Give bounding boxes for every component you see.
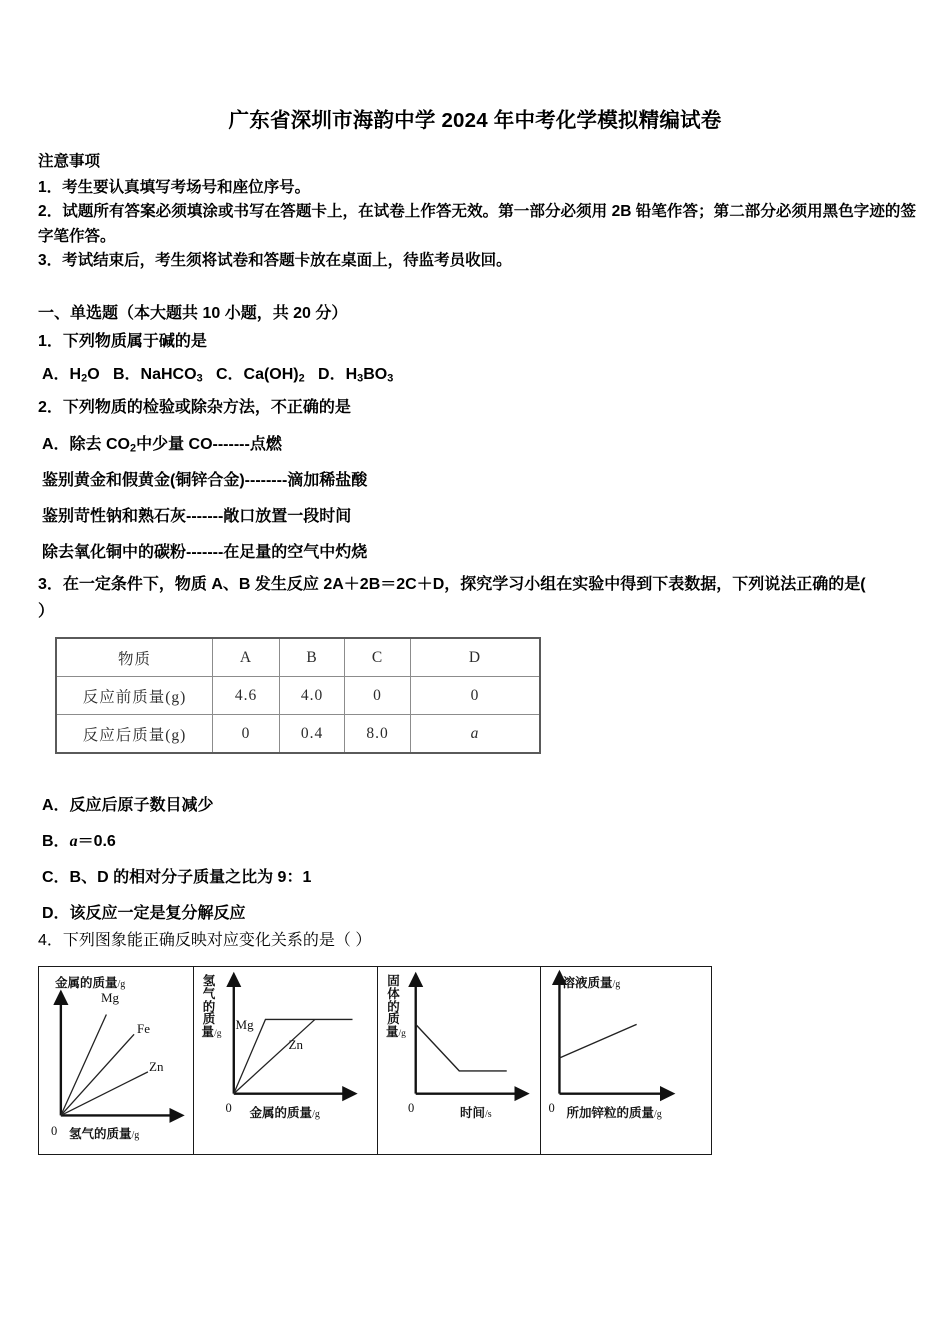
q2-option-d: 除去氧化铜中的碳粉-------在足量的空气中灼烧	[42, 544, 368, 561]
graph-a-label-fe: Fe	[137, 1021, 150, 1036]
header-substance: 物质	[56, 638, 213, 677]
graph-b-x-axis-label: 金属的质量/g	[249, 1106, 320, 1120]
cell-before-d: 0	[411, 677, 541, 715]
graph-b-origin-label: 0	[225, 1101, 232, 1115]
notice-block	[38, 152, 916, 274]
q2-option-c: 鉴别苛性钠和熟石灰-------敞口放置一段时间	[42, 508, 352, 525]
cell-after-b: 0.4	[280, 715, 345, 754]
q1-option-d: D．$H_3BO_3$	[318, 366, 394, 385]
graph-d-svg	[541, 967, 711, 1154]
header-d: D	[411, 638, 541, 677]
q2-option-b: 鉴别黄金和假黄金(铜锌合金)--------滴加稀盐酸	[42, 472, 368, 489]
q3-option-a: A．反应后原子数目减少	[42, 797, 214, 814]
cell-after-d: a	[411, 715, 541, 754]
header-b: B	[280, 638, 345, 677]
graph-a-curve-fe	[61, 1034, 134, 1115]
graph-b-svg	[194, 967, 377, 1154]
row-label-after: 反应后质量(g)	[56, 715, 213, 754]
q1-option-b: B．NaHCO$_3$	[112, 366, 203, 385]
graph-d-x-axis-label: 所加锌粒的质量/g	[566, 1106, 662, 1120]
q3-option-d: D．该反应一定是复分解反应	[42, 905, 246, 922]
row-label-before: 反应前质量(g)	[56, 677, 213, 715]
notice-heading: 注意事项	[38, 153, 101, 170]
q1-option-a: A．$H_2O$	[42, 366, 100, 385]
graph-d-y-axis-label: 溶液质量/g	[562, 976, 621, 990]
graph-b-label-mg: Mg	[235, 1017, 254, 1032]
question-3-stem-line2: ）	[38, 603, 55, 620]
header-a: A	[213, 638, 280, 677]
graph-d-cell	[541, 967, 711, 1154]
section-heading: 一、单选题（本大题共 10 小题，共 20 分）	[38, 305, 348, 322]
table-row	[56, 715, 540, 754]
graph-c-y-axis-label: 固体的质量/g	[386, 974, 406, 1039]
graph-a-curve-mg	[61, 1014, 107, 1115]
question-3-stem-line1: 3．在一定条件下，物质 A、B 发生反应 2A＋2B＝2C＋D，探究学习小组在实验中得到下表数据，下列说法正确的是(	[38, 576, 866, 593]
graph-b-y-axis-label: 氢气的质量/g	[201, 974, 222, 1039]
question-1-stem: 1．下列物质属于碱的是	[38, 333, 207, 350]
graph-a-label-mg: Mg	[101, 990, 120, 1005]
graph-c-origin-label: 0	[408, 1101, 415, 1115]
graph-a-label-zn: Zn	[149, 1059, 164, 1074]
graph-a-origin-label: 0	[51, 1124, 58, 1138]
graph-c-curve	[416, 1024, 507, 1071]
graph-c-svg	[378, 967, 540, 1154]
cell-before-c: 0	[345, 677, 411, 715]
graph-a-y-axis-label: 金属的质量/g	[55, 976, 126, 990]
header-c: C	[345, 638, 411, 677]
cell-before-b: 4.0	[280, 677, 345, 715]
notice-line-2: 2．试题所有答案必须填涂或书写在答题卡上，在试卷上作答无效。第一部分必须用 2B 铅笔作答；第二部分必须用黑色字迹的签字笔作答。	[38, 203, 916, 245]
page-title: 广东省深圳市海韵中学 2024 年中考化学模拟精编试卷	[228, 109, 722, 132]
q3-option-b: B．a＝0.6	[42, 833, 116, 850]
question-1-options	[42, 361, 393, 384]
q1-option-c: C．$Ca(OH)_2$	[215, 366, 305, 385]
graph-b-label-zn: Zn	[288, 1037, 303, 1052]
table-header-row	[56, 638, 540, 677]
variable-a: a	[69, 833, 78, 850]
cell-after-c: 8.0	[345, 715, 411, 754]
question-4-graph-panel	[38, 966, 712, 1155]
question-2-stem: 2．下列物质的检验或除杂方法，不正确的是	[38, 399, 351, 416]
graph-d-origin-label: 0	[548, 1101, 555, 1115]
q2-option-a-text: A．除去 $CO_2$中少量 CO-------点燃	[42, 436, 282, 455]
graph-d-curve	[559, 1024, 636, 1058]
notice-line-3: 3．考试结束后，考生须将试卷和答题卡放在桌面上，待监考员收回。	[38, 252, 512, 270]
notice-line-1: 1．考生要认真填写考场号和座位序号。	[38, 178, 311, 196]
reaction-data-table	[55, 637, 541, 754]
graph-c-x-axis-label: 时间/s	[460, 1106, 492, 1120]
graph-c-cell	[378, 967, 541, 1154]
table-row	[56, 677, 540, 715]
q2-option-a	[42, 431, 282, 454]
cell-after-a: 0	[213, 715, 280, 754]
cell-before-a: 4.6	[213, 677, 280, 715]
question-4-stem: 4．下列图象能正确反映对应变化关系的是（ ）	[38, 932, 372, 949]
graph-a-curve-zn	[61, 1072, 148, 1116]
q3-option-c: C．B、D 的相对分子质量之比为 9：1	[42, 869, 312, 886]
graph-a-x-axis-label: 氢气的质量/g	[69, 1127, 140, 1141]
graph-b-cell	[194, 967, 378, 1154]
graph-a-cell	[39, 967, 194, 1154]
